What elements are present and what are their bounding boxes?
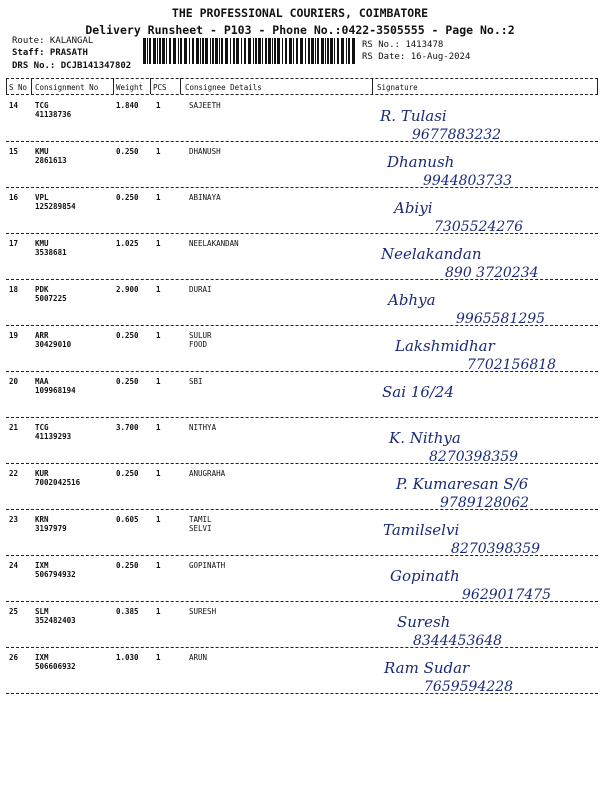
cell-consignee: SAJEETH (189, 101, 221, 110)
cell-consignment-no: SLM 352482403 (35, 607, 76, 625)
barcode-bar (221, 38, 223, 64)
cell-pcs: 1 (156, 653, 161, 662)
signature-name: Abiyi (394, 199, 433, 217)
barcode-bar (173, 38, 176, 64)
barcode-bar (277, 38, 280, 64)
cell-weight: 1.025 (116, 239, 139, 248)
signature-phone: 8344453648 (413, 633, 503, 649)
col-header-pcs: PCS (153, 83, 167, 92)
col-header-weight: Weight (116, 83, 144, 92)
barcode-bar (317, 38, 319, 64)
barcode-bar (255, 38, 257, 64)
barcode-bar (289, 38, 292, 64)
barcode-bar (241, 38, 242, 64)
cell-sno: 23 (9, 515, 19, 524)
barcode-bar (341, 38, 344, 64)
rs-date: RS Date: 16-Aug-2024 (362, 52, 471, 62)
cell-sno: 24 (9, 561, 19, 570)
barcode-bar (274, 38, 276, 64)
handwritten-signature (372, 379, 597, 423)
cell-consignee: SURESH (189, 607, 217, 616)
barcode-bar (327, 38, 329, 64)
barcode-image (143, 38, 355, 64)
row-divider (6, 94, 598, 95)
barcode-bar (236, 38, 239, 64)
signature-name: Ram Sudar (384, 659, 470, 677)
barcode-bar (321, 38, 324, 64)
cell-consignee: NEELAKANDAN (189, 239, 239, 248)
column-divider (31, 78, 32, 94)
runsheet-subtitle: Delivery Runsheet - P103 - Phone No.:0422-3505555 - Page No.:2 (85, 23, 515, 37)
signature-phone: 9965581295 (456, 311, 546, 327)
barcode-bar (143, 38, 146, 64)
cell-pcs: 1 (156, 469, 161, 478)
barcode-bar (311, 38, 314, 64)
cell-weight: 0.250 (116, 561, 139, 570)
cell-consignment-no: MAA 109968194 (35, 377, 76, 395)
signature-name: Abhya (388, 291, 436, 309)
col-header-consignment: Consignment No (35, 83, 99, 92)
column-divider (113, 78, 114, 94)
cell-consignment-no: KMU 3538681 (35, 239, 67, 257)
cell-consignee: DHANUSH (189, 147, 221, 156)
signature-phone: 7702156818 (467, 357, 557, 373)
cell-consignment-no: IXM 506606932 (35, 653, 76, 671)
barcode-bar (308, 38, 310, 64)
cell-pcs: 1 (156, 193, 161, 202)
signature-phone: 9789128062 (440, 495, 530, 511)
signature-phone: 8270398359 (451, 541, 541, 557)
cell-sno: 21 (9, 423, 19, 432)
handwritten-signature (372, 655, 597, 699)
signature-phone: 7305524276 (434, 219, 524, 235)
signature-phone: 9944803733 (423, 173, 513, 189)
handwritten-signature (372, 149, 597, 193)
barcode-bar (293, 38, 294, 64)
barcode-bar (296, 38, 298, 64)
column-divider (150, 78, 151, 94)
cell-weight: 0.605 (116, 515, 139, 524)
rs-number: RS No.: 1413478 (362, 40, 444, 50)
barcode-bar (334, 38, 335, 64)
cell-sno: 14 (9, 101, 19, 110)
signature-name: Tamilselvi (383, 521, 460, 539)
handwritten-signature (372, 517, 597, 561)
cell-pcs: 1 (156, 423, 161, 432)
cell-consignment-no: VPL 125289854 (35, 193, 76, 211)
signature-name: K. Nithya (389, 429, 461, 447)
signature-phone: 8270398359 (429, 449, 519, 465)
handwritten-signature (372, 195, 597, 239)
cell-weight: 0.250 (116, 377, 139, 386)
barcode-bar (265, 38, 267, 64)
cell-weight: 3.700 (116, 423, 139, 432)
column-divider (372, 78, 373, 94)
cell-sno: 17 (9, 239, 19, 248)
barcode-bar (202, 38, 204, 64)
barcode-bar (285, 38, 287, 64)
cell-consignee: SBI (189, 377, 203, 386)
cell-sno: 25 (9, 607, 19, 616)
cell-weight: 1.030 (116, 653, 139, 662)
cell-consignment-no: IXM 506794932 (35, 561, 76, 579)
barcode-bar (215, 38, 218, 64)
cell-consignee: GOPINATH (189, 561, 226, 570)
cell-sno: 18 (9, 285, 19, 294)
cell-consignee: ARUN (189, 653, 208, 662)
cell-consignee: DURAI (189, 285, 212, 294)
company-title: THE PROFESSIONAL COURIERS, COIMBATORE (171, 6, 429, 20)
signature-name: P. Kumaresan S/6 (396, 475, 529, 493)
cell-weight: 0.250 (116, 331, 139, 340)
cell-pcs: 1 (156, 561, 161, 570)
column-divider (6, 78, 7, 94)
cell-pcs: 1 (156, 101, 161, 110)
signature-name: R. Tulasi (380, 107, 447, 125)
signature-name: Suresh (397, 613, 451, 631)
handwritten-signature (372, 471, 597, 515)
route-label: Route: KALANGAL (12, 36, 94, 46)
cell-consignment-no: KRN 3197979 (35, 515, 67, 533)
cell-sno: 22 (9, 469, 19, 478)
barcode-bar (180, 38, 182, 64)
barcode-bar (200, 38, 201, 64)
cell-weight: 0.250 (116, 193, 139, 202)
drs-number: DRS No.: DCJB141347802 (12, 61, 132, 71)
barcode-bar (159, 38, 161, 64)
cell-sno: 15 (9, 147, 19, 156)
cell-pcs: 1 (156, 147, 161, 156)
cell-consignee: ANUGRAHA (189, 469, 226, 478)
handwritten-signature (372, 287, 597, 331)
cell-consignment-no: PDK 5007225 (35, 285, 67, 303)
barcode-bar (184, 38, 187, 64)
cell-weight: 1.840 (116, 101, 139, 110)
cell-weight: 2.900 (116, 285, 139, 294)
cell-weight: 0.250 (116, 147, 139, 156)
barcode-bar (212, 38, 214, 64)
cell-pcs: 1 (156, 285, 161, 294)
cell-consignment-no: ARR 30429010 (35, 331, 72, 349)
signature-name: Gopinath (390, 567, 460, 585)
cell-consignment-no: TCG 41138736 (35, 101, 72, 119)
barcode-bar (305, 38, 306, 64)
cell-pcs: 1 (156, 515, 161, 524)
barcode-bar (178, 38, 179, 64)
barcode-bar (192, 38, 194, 64)
col-header-sno: S No (9, 83, 28, 92)
handwritten-signature (372, 103, 597, 147)
handwritten-signature (372, 425, 597, 469)
barcode-bar (262, 38, 263, 64)
staff-label: Staff: PRASATH (12, 48, 88, 58)
cell-pcs: 1 (156, 331, 161, 340)
cell-pcs: 1 (156, 607, 161, 616)
handwritten-signature (372, 333, 597, 377)
cell-consignment-no: TCG 41139293 (35, 423, 72, 441)
barcode-bar (233, 38, 235, 64)
col-header-signature: Signature (377, 83, 418, 92)
cell-consignee: NITHYA (189, 423, 217, 432)
barcode-bar (166, 38, 167, 64)
barcode-bar (348, 38, 350, 64)
cell-consignee: SULUR FOOD (189, 331, 212, 349)
cell-sno: 19 (9, 331, 19, 340)
cell-weight: 0.385 (116, 607, 139, 616)
barcode-bar (189, 38, 190, 64)
barcode-bar (352, 38, 355, 64)
barcode-bar (248, 38, 251, 64)
cell-weight: 0.250 (116, 469, 139, 478)
cell-consignee: ABINAYA (189, 193, 221, 202)
barcode-bar (219, 38, 220, 64)
signature-phone: 9677883232 (412, 127, 502, 143)
barcode-bar (337, 38, 339, 64)
cell-pcs: 1 (156, 239, 161, 248)
signature-name: Lakshmidhar (395, 337, 495, 355)
signature-phone: 7659594228 (424, 679, 514, 695)
barcode-bar (210, 38, 211, 64)
barcode-bar (230, 38, 231, 64)
barcode-bar (225, 38, 228, 64)
barcode-bar (258, 38, 261, 64)
barcode-bar (149, 38, 151, 64)
barcode-bar (268, 38, 271, 64)
cell-consignment-no: KMU 2861613 (35, 147, 67, 165)
cell-pcs: 1 (156, 377, 161, 386)
signature-phone: 9629017475 (462, 587, 552, 603)
signature-name: Sai 16/24 (382, 383, 455, 401)
barcode-bar (169, 38, 171, 64)
signature-phone: 890 3720234 (445, 265, 539, 281)
barcode-bar (147, 38, 148, 64)
barcode-bar (282, 38, 283, 64)
cell-sno: 20 (9, 377, 19, 386)
handwritten-signature (372, 609, 597, 653)
cell-consignee: TAMIL SELVI (189, 515, 212, 533)
barcode-bar (205, 38, 208, 64)
col-header-consignee: Consignee Details (185, 83, 262, 92)
column-divider (180, 78, 181, 94)
handwritten-signature (372, 241, 597, 285)
barcode-bar (300, 38, 303, 64)
barcode-bar (244, 38, 246, 64)
barcode-bar (330, 38, 333, 64)
barcode-bar (162, 38, 165, 64)
barcode-bar (153, 38, 156, 64)
row-divider (6, 78, 598, 79)
column-divider (597, 78, 598, 94)
barcode-bar (346, 38, 347, 64)
cell-consignment-no: KUR 7002042516 (35, 469, 81, 487)
signature-name: Dhanush (387, 153, 455, 171)
cell-sno: 26 (9, 653, 19, 662)
cell-sno: 16 (9, 193, 19, 202)
signature-name: Neelakandan (381, 245, 482, 263)
barcode-bar (315, 38, 316, 64)
barcode-bar (157, 38, 158, 64)
barcode-bar (253, 38, 254, 64)
barcode-bar (196, 38, 199, 64)
barcode-bar (325, 38, 326, 64)
barcode-bar (272, 38, 273, 64)
handwritten-signature (372, 563, 597, 607)
